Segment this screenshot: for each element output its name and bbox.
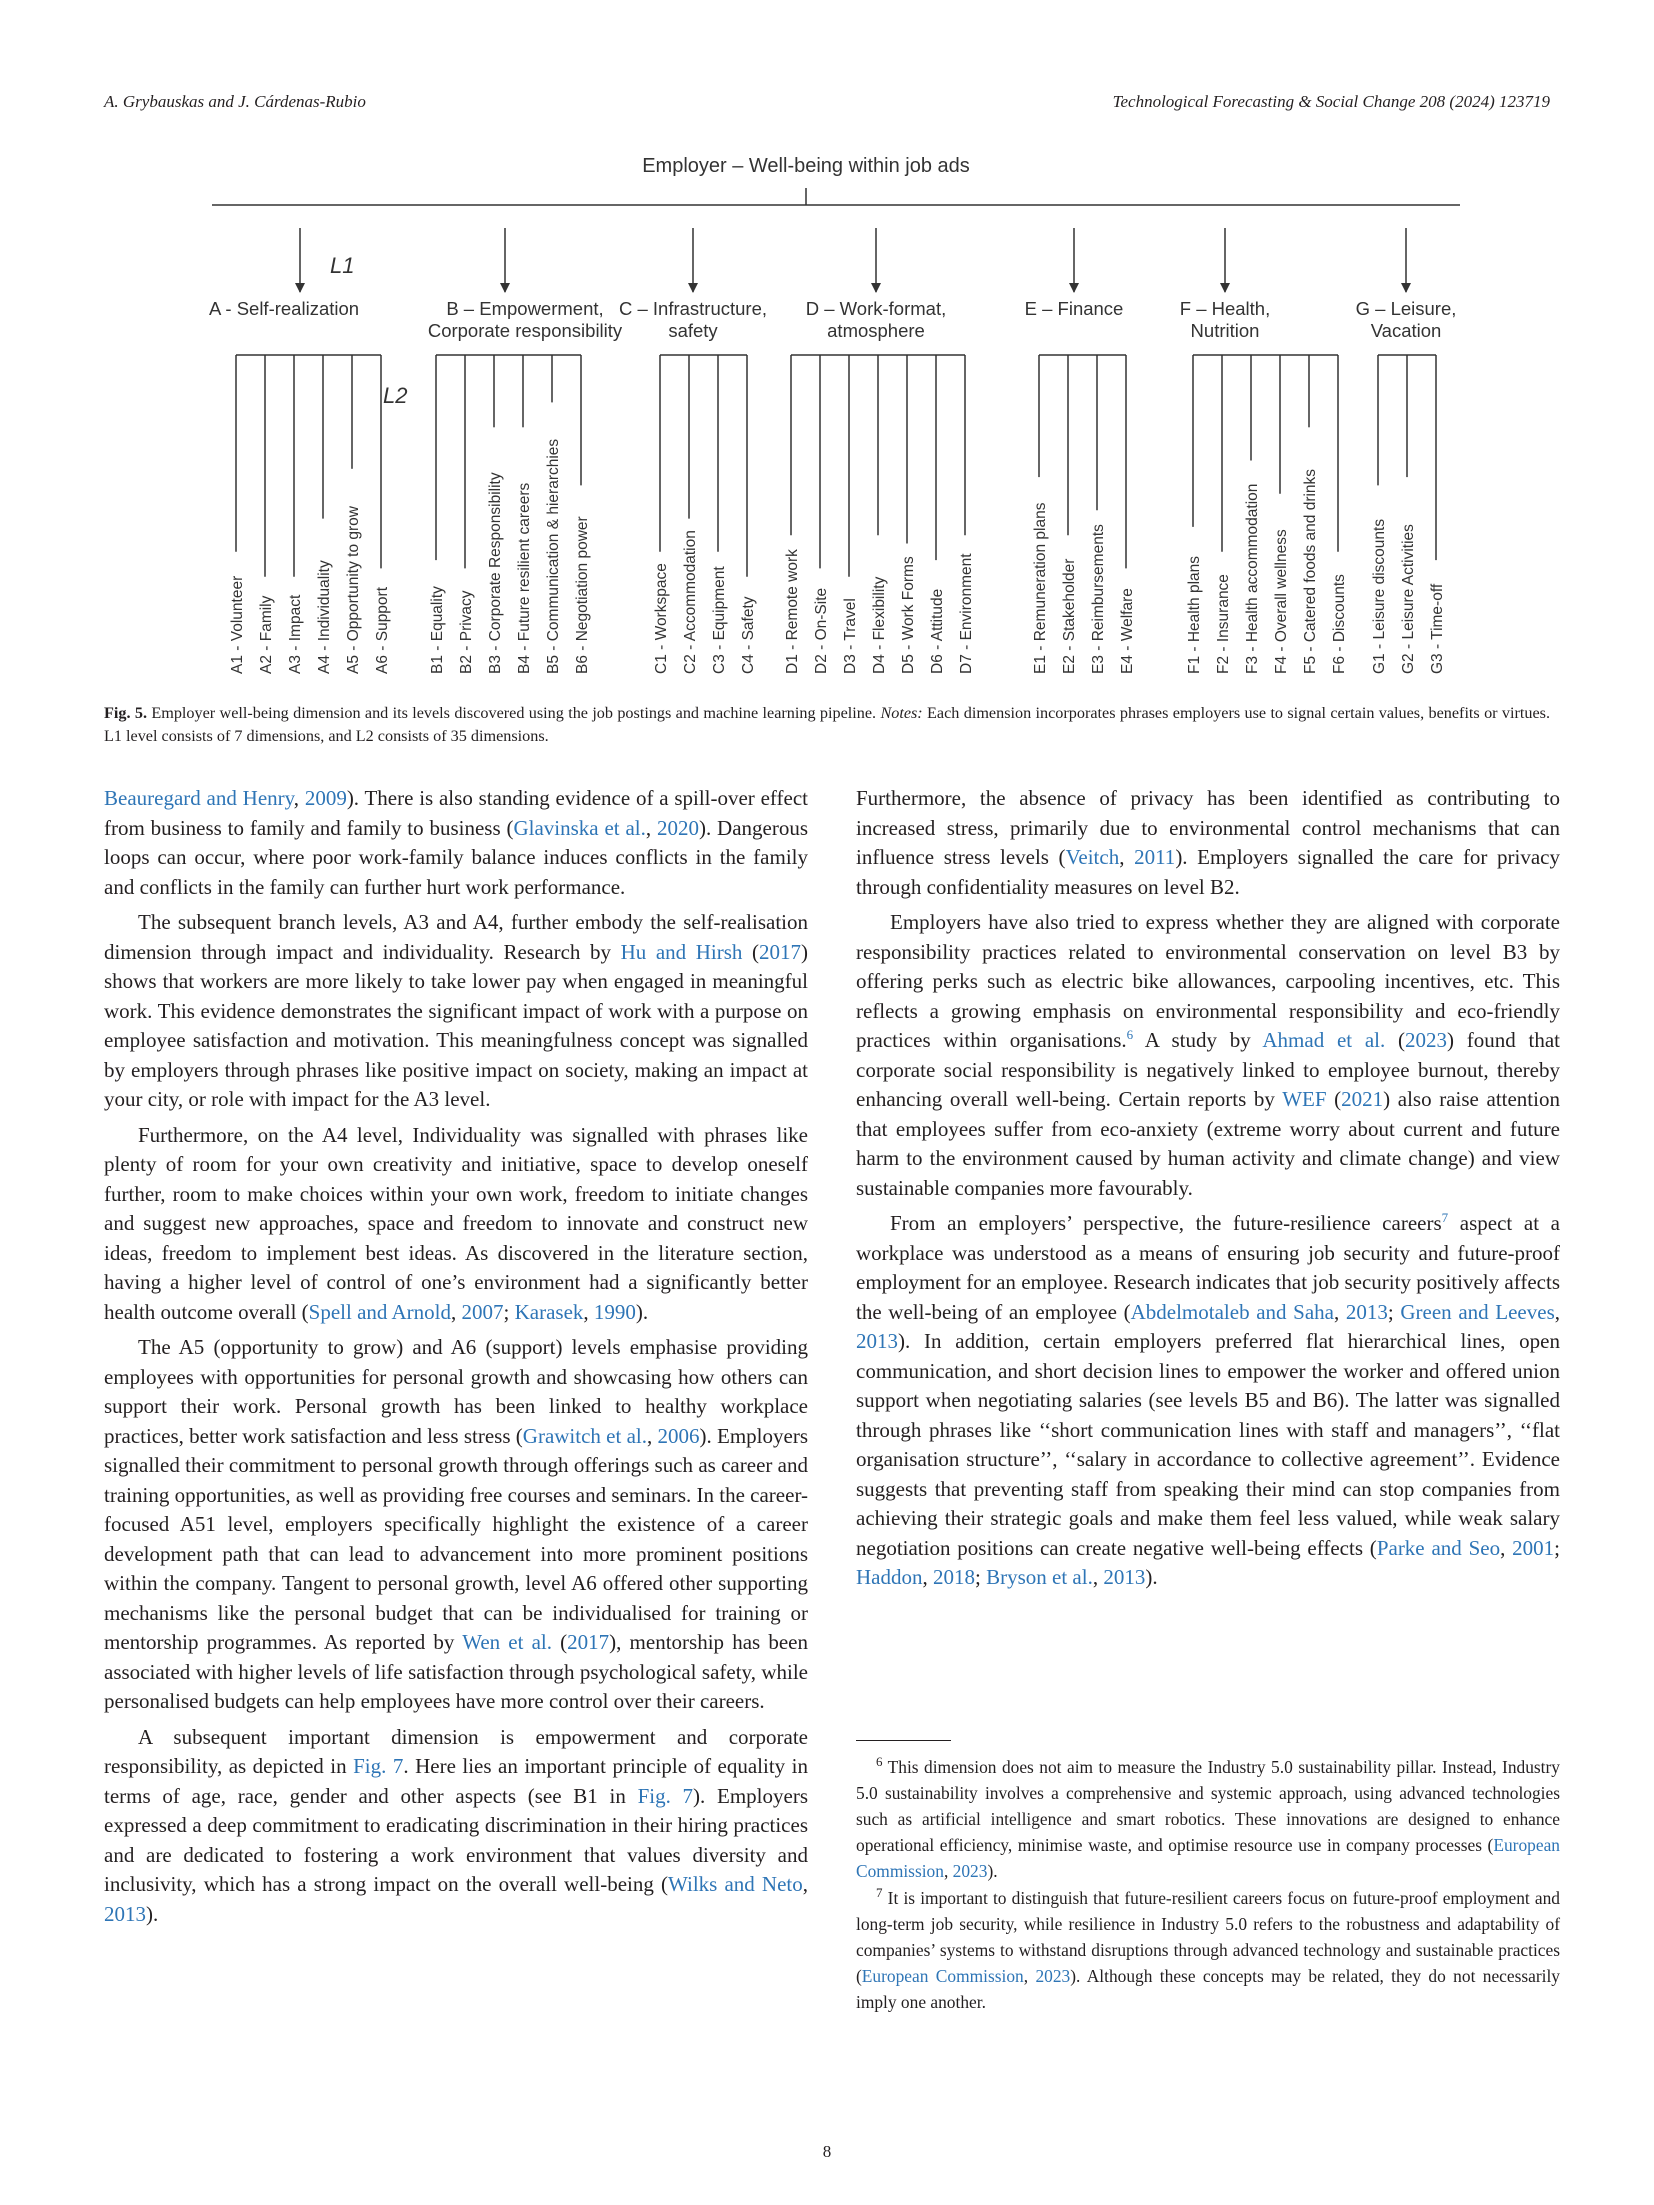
text-run: The subsequent branch levels, A3 and A4, further embody the self-realisation dimension through impact and individuality. Research by	[104, 910, 808, 964]
subdimension-label: D4 - Flexibility	[871, 576, 888, 674]
subdimension-label: D1 - Remote work	[784, 549, 801, 674]
dimension-label: D – Work-format,	[805, 298, 947, 319]
dimension-groups	[209, 228, 1456, 674]
text-run: ;	[975, 1565, 987, 1589]
footnote-rule	[856, 1740, 951, 1741]
citation-link[interactable]: European Commission	[861, 1966, 1024, 1986]
citation-link[interactable]: Spell and Arnold	[308, 1299, 451, 1324]
right-column-paragraph	[856, 908, 1560, 1203]
citation-link[interactable]: Grawitch et al.	[522, 1423, 647, 1448]
text-run: ).	[1145, 1565, 1158, 1589]
fig5-hierarchy-diagram	[200, 150, 1460, 678]
text-run: ) also raise attention that employees suffer from eco-anxiety (extreme worry about current and future harm to the environment caused by human activity and climate change) and view sustainable companies more favourably.	[856, 1087, 1560, 1200]
citation-link[interactable]: Abdelmotaleb and Saha	[1130, 1299, 1334, 1324]
subdimension-label: A3 - Impact	[287, 594, 304, 674]
text-run: ). Employers expressed a deep commitment to eradicating discrimination in their hiring practices and are dedicated to fostering a work environment that values diversity and inclusivity, which has a strong impact on the overall well-being (	[104, 1783, 808, 1896]
citation-link[interactable]: 2020	[656, 815, 699, 840]
text-run: ), mentorship has been associated with higher levels of life satisfaction through psychological safety, while personalised budgets can help employees have more control over their careers.	[104, 1630, 808, 1713]
page-number: 8	[822, 2142, 832, 2161]
arrow-head	[1401, 283, 1411, 293]
text-run: ) shows that workers are more likely to take lower pay when engaged in meaningful work. This evidence demonstrates the significant impact of work with a purpose on employee satisfaction and motivation. This meaningfulness concept was signalled by employers through phrases like positive impact on society, making an impact at your city, or role with impact for the A3 level.	[104, 939, 808, 1111]
citation-link[interactable]: 2023	[1405, 1028, 1448, 1052]
right-column-paragraph	[856, 784, 1560, 902]
dimension-label: safety	[668, 320, 718, 341]
subdimension-label: B5 - Communication & hierarchies	[545, 438, 562, 674]
text-run: This dimension does not aim to measure the Industry 5.0 sustainability pillar. Instead, Industry 5.0 sustainability involves a comprehensive and systemic approach, using advanced technologies such as artificial intelligence and smart robotics. These innovations are designed to enhance operational efficiency, minimise waste, and optimise resource use in company processes (	[856, 1757, 1560, 1855]
subdimension-label: F6 - Discounts	[1331, 574, 1348, 674]
citation-link[interactable]: 2011	[1134, 845, 1176, 869]
dimension-group	[1356, 228, 1457, 674]
subdimension-label: G1 - Leisure discounts	[1371, 518, 1388, 674]
left-column-paragraph	[104, 908, 808, 1115]
dimension-group	[619, 228, 767, 674]
subdimension-label: A1 - Volunteer	[229, 575, 246, 674]
text-run: ,	[1334, 1299, 1346, 1324]
left-column-paragraph	[104, 1333, 808, 1717]
subdimension-label: G3 - Time-off	[1429, 583, 1446, 674]
text-run: Employers have also tried to express whether they are aligned with corporate responsibility practices related to environmental conservation on level B3 by offering perks such as electric bike allowances, carpooling incentives, etc. This reflects a growing emphasis on environmental responsibility and eco-friendly practices within organisations.	[856, 910, 1560, 1052]
text-run: ).	[146, 1901, 159, 1926]
citation-link[interactable]: Wen et al.	[462, 1630, 553, 1654]
subdimension-label: C4 - Safety	[740, 596, 757, 674]
dimension-group	[209, 228, 391, 674]
arrow-head	[1069, 283, 1079, 293]
text-run: ,	[1554, 1299, 1560, 1324]
citation-link[interactable]: 2013	[104, 1901, 146, 1926]
text-run: ).	[987, 1861, 998, 1881]
body-column-left	[104, 784, 808, 1929]
text-run: ,	[451, 1299, 462, 1324]
dimension-label: B – Empowerment,	[446, 298, 604, 319]
subdimension-label: A6 - Support	[374, 586, 391, 674]
citation-link[interactable]: 1990	[593, 1299, 636, 1324]
text-run: ,	[645, 815, 657, 840]
dimension-group	[1025, 228, 1136, 674]
subdimension-label: F1 - Health plans	[1186, 555, 1203, 674]
dimension-label: A - Self-realization	[208, 298, 360, 319]
citation-link[interactable]: Fig. 7	[353, 1754, 404, 1778]
subdimension-label: G2 - Leisure Activities	[1400, 524, 1417, 674]
text-run: 6	[876, 1754, 883, 1770]
text-run: ,	[647, 1423, 658, 1448]
body-column-right	[856, 784, 1560, 1593]
arrow-head	[688, 283, 698, 293]
text-run: ).	[635, 1299, 649, 1324]
left-column-paragraph	[104, 784, 808, 902]
footnote-paragraph	[856, 1885, 1560, 2015]
subdimension-label: F5 - Catered foods and drinks	[1302, 468, 1319, 674]
text-run: (	[1385, 1028, 1406, 1052]
text-run: ,	[1092, 1565, 1104, 1589]
citation-link[interactable]: Hu and Hirsh	[620, 939, 743, 964]
text-run: A study by	[1133, 1028, 1263, 1052]
citation-link[interactable]: 2007	[461, 1299, 504, 1324]
dimension-label: Nutrition	[1190, 320, 1260, 341]
subdimension-label: B2 - Privacy	[458, 590, 475, 674]
citation-link[interactable]: 2021	[1341, 1087, 1384, 1111]
subdimension-label: D6 - Attitude	[929, 588, 946, 674]
subdimension-label: E3 - Reimbursements	[1090, 524, 1107, 674]
dimension-label: F – Health,	[1179, 298, 1271, 319]
text-run: ,	[943, 1861, 953, 1881]
citation-link[interactable]: Glavinska et al.	[513, 815, 646, 840]
citation-link[interactable]: Veitch	[1065, 845, 1120, 869]
text-run: ) found that corporate social responsibility is negatively linked to employee burnout, thereby enhancing overall well-being. Certain reports by	[856, 1028, 1560, 1111]
subdimension-label: C2 - Accommodation	[682, 530, 699, 674]
text-run: The A5 (opportunity to grow) and A6 (support) levels emphasise providing employees with opportunities for personal growth and showcasing how others can support their work. Personal growth has been linked to healthy workplace practices, better work satisfaction and less stress (	[104, 1335, 808, 1448]
subdimension-label: A4 - Individuality	[316, 560, 333, 674]
text-run: ,	[1023, 1966, 1036, 1986]
text-run: ,	[802, 1872, 808, 1896]
footnote-6	[856, 1754, 1560, 1884]
text-run: ,	[583, 1299, 594, 1324]
caption-notes-text: Each dimension incorporates phrases employers use to signal certain values, benefits or virtues. L1 level consists of 7 dimensions, and L2 consists of 35 dimensions.	[104, 704, 1551, 745]
subdimension-label: A2 - Family	[258, 595, 275, 674]
text-run: ;	[503, 1299, 515, 1324]
text-run: ). Dangerous loops can occur, where poor work-family balance induces conflicts in the family and conflicts in the family can further hurt work performance.	[104, 815, 809, 899]
level1-label: L1	[330, 253, 355, 278]
citation-link[interactable]: Ahmad et al.	[1262, 1028, 1386, 1052]
text-run: ). Employers signalled the care for privacy through confidentiality measures on level B2.	[856, 845, 1560, 899]
text-run: ,	[293, 786, 305, 810]
text-run: (	[552, 1630, 568, 1654]
subdimension-label: B6 - Negotiation power	[574, 516, 591, 674]
dimension-label: Corporate responsibility	[427, 320, 623, 341]
subdimension-label: D7 - Environment	[958, 553, 975, 674]
subdimension-label: B3 - Corporate Responsibility	[487, 472, 504, 674]
subdimension-label: E4 - Welfare	[1119, 588, 1136, 674]
citation-link[interactable]: Fig. 7	[637, 1783, 694, 1808]
text-run: ;	[1387, 1299, 1401, 1324]
arrow-head	[500, 283, 510, 293]
citation-link[interactable]: 2006	[657, 1423, 700, 1448]
text-run: (	[1326, 1087, 1342, 1111]
text-run: aspect at a workplace was understood as a means of ensuring job security and future-proof employment for an employee. Research indicates that job security positively affects the well-being of an employee (	[856, 1211, 1560, 1324]
citation-link[interactable]: 2013	[1103, 1565, 1146, 1589]
dimension-group	[784, 228, 975, 674]
running-header-journal: Technological Forecasting & Social Change 208 (2024) 123719	[1112, 92, 1550, 111]
subdimension-label: C3 - Equipment	[711, 566, 728, 674]
text-run: . Here lies an important principle of equality in terms of age, race, gender and other aspects (see B1 in	[104, 1754, 809, 1808]
text-run: Furthermore, the absence of privacy has been identified as contributing to increased stress, primarily due to environmental control mechanisms that can influence stress levels (	[856, 786, 1560, 869]
footnote-paragraph	[856, 1754, 1560, 1884]
text-run: ). In addition, certain employers preferred flat hierarchical lines, open communication, and short decision lines to empower the worker and offered union support when negotiating salaries (see levels B5 and B6). The latter was signalled through phrases like ‘‘short communication lines with staff and managers’’, ‘‘flat organisation structure’’, ‘‘salary in accordance to collective agreement’’. Evidence suggests that preventing staff from speaking their mind can stop companies from achieving their strategic goals and make them feel less valued, while weak salary negotiation positions can create negative well-being effects (	[856, 1329, 1560, 1560]
subdimension-label: D2 - On-Site	[813, 587, 830, 674]
text-run: ;	[1554, 1535, 1561, 1560]
citation-link[interactable]: Parke and Seo	[1376, 1535, 1501, 1560]
text-run: Furthermore, on the A4 level, Individuality was signalled with phrases like plenty of room for your own creativity and initiative, space to develop oneself further, room to make choices within your own work, freedom to initiate changes and suggest new approaches, space and freedom to innovate and construct new ideas, freedom to implement best ideas. As discovered in the literature section, having a higher level of control of one’s environment had a significantly better health outcome overall (	[104, 1122, 808, 1324]
caption-text: Employer well-being dimension and its levels discovered using the job postings and machine learning pipeline.	[151, 704, 877, 722]
level2-label: L2	[383, 383, 408, 408]
caption-label: Fig. 5.	[104, 704, 148, 722]
figure-caption	[104, 702, 1550, 748]
text-run: ,	[1119, 845, 1135, 869]
text-run: A subsequent important dimension is empowerment and corporate responsibility, as depicted in	[104, 1724, 808, 1778]
subdimension-label: F2 - Insurance	[1215, 574, 1232, 674]
citation-link[interactable]: 2018	[933, 1565, 975, 1589]
dimension-label: C – Infrastructure,	[618, 298, 768, 319]
footnote-ref-link[interactable]: 7	[1441, 1210, 1449, 1225]
dimension-group	[428, 228, 623, 674]
subdimension-label: A5 - Opportunity to grow	[345, 506, 362, 674]
arrow-head	[295, 283, 305, 293]
subdimension-label: F4 - Overall wellness	[1273, 529, 1290, 674]
text-run: ,	[922, 1565, 933, 1589]
dimension-label: E – Finance	[1024, 298, 1124, 319]
citation-link[interactable]: 2023	[1035, 1966, 1071, 1986]
dimension-label: Vacation	[1370, 320, 1442, 341]
text-run: ). There is also standing evidence of a spill-over effect from business to family and family to business (	[104, 786, 808, 840]
subdimension-label: D3 - Travel	[842, 598, 859, 674]
text-run: It is important to distinguish that future-resilient careers focus on future-proof employment and long-term job security, while resilience in Industry 5.0 refers to the robustness and adaptability of companies’ systems to withstand disruptions through advanced technology and sustainable practices (	[856, 1888, 1560, 1986]
subdimension-label: C1 - Workspace	[653, 563, 670, 674]
citation-link[interactable]: 2017	[567, 1630, 610, 1654]
citation-link[interactable]: 2013	[1345, 1299, 1388, 1324]
citation-link[interactable]: 2023	[952, 1861, 988, 1881]
left-column-paragraph	[104, 1121, 808, 1328]
text-run: ,	[1500, 1535, 1513, 1560]
citation-link[interactable]: European Commission	[856, 1835, 1560, 1881]
figure-title: Employer – Well-being within job ads	[642, 155, 970, 177]
running-header-authors: A. Grybauskas and J. Cárdenas-Rubio	[104, 92, 366, 111]
text-run: (	[742, 939, 759, 964]
dimension-label: atmosphere	[827, 320, 925, 341]
subdimension-label: D5 - Work Forms	[900, 556, 917, 674]
citation-link[interactable]: 2017	[759, 939, 801, 964]
citation-link[interactable]: 2013	[856, 1329, 898, 1353]
subdimension-label: E2 - Stakeholder	[1061, 558, 1078, 674]
text-run: 7	[876, 1885, 883, 1901]
citation-link[interactable]: Beauregard and Henry	[104, 786, 294, 810]
citation-link[interactable]: Karasek	[514, 1299, 584, 1324]
arrow-head	[871, 283, 881, 293]
citation-link[interactable]: 2001	[1512, 1535, 1555, 1560]
right-column-paragraph	[856, 1209, 1560, 1593]
arrow-head	[1220, 283, 1230, 293]
subdimension-label: F3 - Health accommodation	[1244, 483, 1261, 674]
footnote-7	[856, 1885, 1560, 2015]
caption-notes-label: Notes:	[880, 704, 923, 722]
footnote-ref-link[interactable]: 6	[1126, 1027, 1134, 1042]
subdimension-label: B4 - Future resilient careers	[516, 482, 533, 674]
citation-link[interactable]: Green and Leeves	[1400, 1299, 1555, 1324]
dimension-group	[1180, 228, 1348, 674]
citation-link[interactable]: Haddon	[856, 1565, 923, 1589]
left-column-paragraph	[104, 1723, 808, 1930]
subdimension-label: E1 - Remuneration plans	[1032, 502, 1049, 674]
citation-link[interactable]: Wilks and Neto	[668, 1872, 803, 1896]
citation-link[interactable]: 2009	[304, 786, 347, 810]
subdimension-label: B1 - Equality	[429, 586, 446, 674]
text-run: From an employers’ perspective, the future-resilience careers	[890, 1211, 1442, 1235]
dimension-label: G – Leisure,	[1355, 298, 1457, 319]
citation-link[interactable]: WEF	[1282, 1087, 1327, 1111]
text-run: ). Employers signalled their commitment to personal growth through offerings such as career and training opportunities, as well as providing free courses and seminars. In the career-focused A51 level, employers specifically highlight the existence of a career development path that can lead to advancement into more prominent positions within the company. Tangent to personal growth, level A6 offered other supporting mechanisms like the personal budget that can be individualised for training or mentorship programmes. As reported by	[104, 1423, 809, 1654]
citation-link[interactable]: Bryson et al.	[986, 1565, 1093, 1589]
text-run: ). Although these concepts may be related, they do not necessarily imply one another.	[856, 1966, 1561, 2012]
